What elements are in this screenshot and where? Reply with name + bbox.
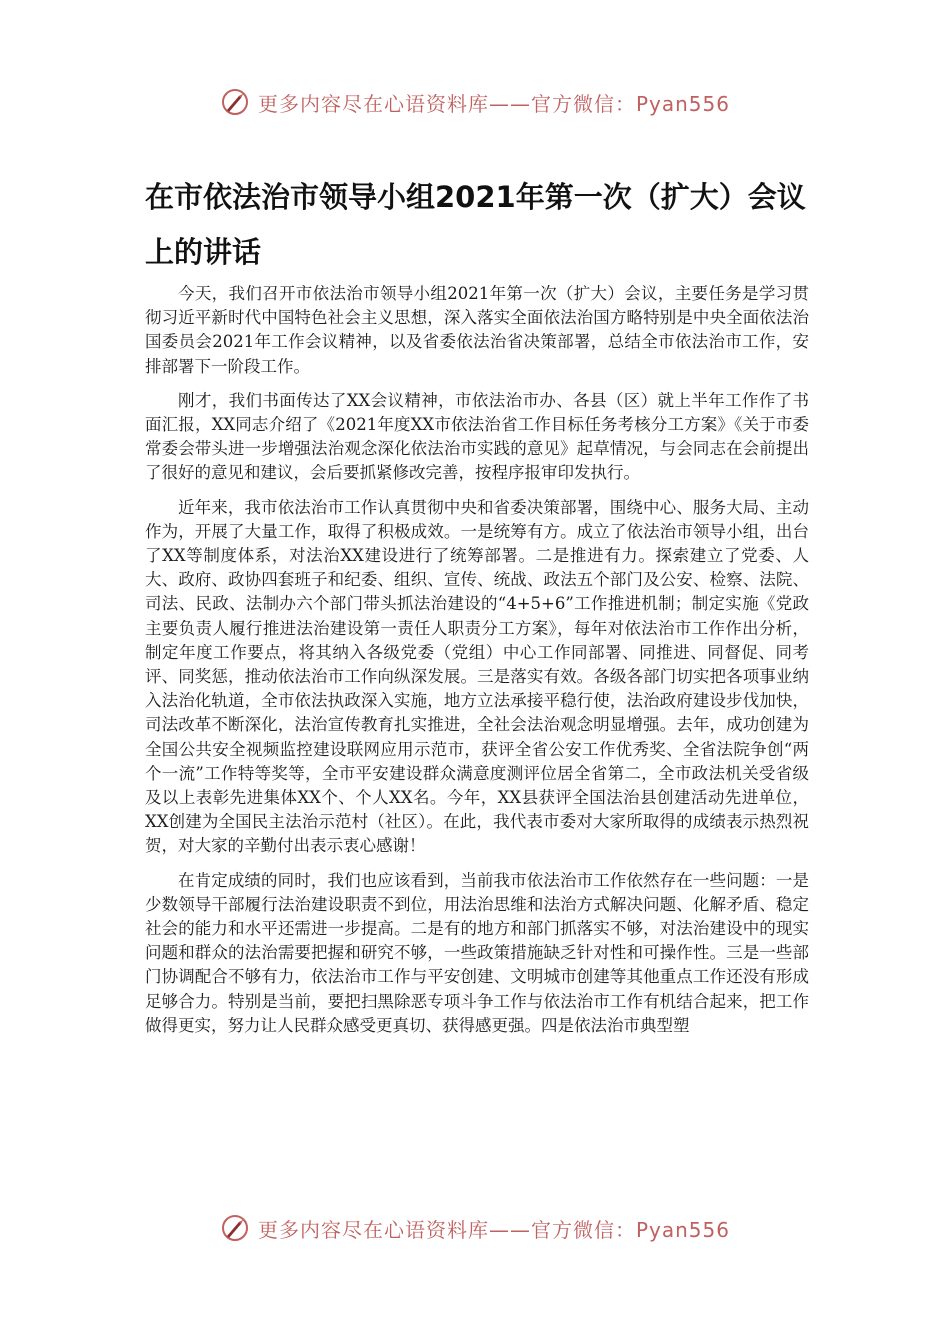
pen-nib-logo-icon <box>220 87 250 117</box>
header-banner-text: 更多内容尽在心语资料库——官方微信：Pyan556 <box>257 91 730 116</box>
footer-watermark-banner <box>0 1208 950 1248</box>
paragraph-2: 刚才，我们书面传达了XX会议精神，市依法治市办、各县（区）就上半年工作作了书面汇报，XX同志介绍了《2021年度XX市依法治省工作目标任务考核分工方案》《关于市委常委会带头进一步增强法治观念深化依法治市实践的意见》起草情况，与会同志在会前提出了很好的意见和建议，会后要抓紧修改完善，按程序报审印发执行。 <box>145 390 809 483</box>
document-title: 在市依法治市领导小组2021年第一次（扩大）会议上的讲话 <box>145 180 806 269</box>
paragraph-1: 今天，我们召开市依法治市领导小组2021年第一次（扩大）会议，主要任务是学习贯彻习近平新时代中国特色社会主义思想，深入落实全面依法治国方略特别是中央全面依法治国委员会2021年工作会议精神，以及省委依法治省决策部署，总结全市依法治市工作，安排部署下一阶段工作。 <box>145 284 809 376</box>
document-body <box>145 282 809 1048</box>
header-watermark-banner <box>0 82 950 122</box>
pen-nib-logo-icon <box>220 1213 250 1243</box>
paragraph-3: 近年来，我市依法治市工作认真贯彻中央和省委决策部署，围绕中心、服务大局、主动作为，开展了大量工作，取得了积极成效。一是统筹有方。成立了依法治市领导小组，出台了XX等制度体系，对法治XX建设进行了统筹部署。二是推进有力。探索建立了党委、人大、政府、政协四套班子和纪委、组织、宣传、统战、政法五个部门及公安、检察、法院、司法、民政、法制办六个部门带头抓法治建设的“4+5+6”工作推进机制；制定实施《党政主要负责人履行推进法治建设第一责任人职责分工方案》，每年对依法治市工作作出分析，制定年度工作要点，将其纳入各级党委（党组）中心工作同部署、同推进、同督促、同考评、同奖惩，推动依法治市工作向纵深发展。三是落实有效。各级各部门切实把各项事业纳入法治化轨道，全市依法执政深入实施，地方立法承接平稳行使，法治政府建设步伐加快，司法改革不断深化，法治宣传教育扎实推进，全社会法治观念明显增强。去年，成功创建为全国公共安全视频监控建设联网应用示范市，获评全省公安工作优秀奖、全省法院争创“两个一流”工作特等奖等，全市平安建设群众满意度测评位居全省第二，全市政法机关受省级及以上表彰先进集体XX个、个人XX名。今年，XX县获评全国法治县创建活动先进单位，XX创建为全国民主法治示范村（社区）。在此，我代表市委对大家所取得的成绩表示热烈祝贺，对大家的辛勤付出表示衷心感谢！ <box>145 497 809 856</box>
paragraph-4: 在肯定成绩的同时，我们也应该看到，当前我市依法治市工作依然存在一些问题：一是少数领导干部履行法治建设职责不到位，用法治思维和法治方式解决问题、化解矛盾、稳定社会的能力和水平还需进一步提高。二是有的地方和部门抓落实不够，对法治建设中的现实问题和群众的法治需要把握和研究不够，一些政策措施缺乏针对性和可操作性。三是一些部门协调配合不够有力，依法治市工作与平安创建、文明城市创建等其他重点工作还没有形成足够合力。特别是当前，要把扫黑除恶专项斗争工作与依法治市工作有机结合起来，把工作做得更实，努力让人民群众感受更真切、获得感更强。四是依法治市典型塑 <box>145 870 809 1035</box>
footer-banner-text: 更多内容尽在心语资料库——官方微信：Pyan556 <box>257 1217 730 1242</box>
